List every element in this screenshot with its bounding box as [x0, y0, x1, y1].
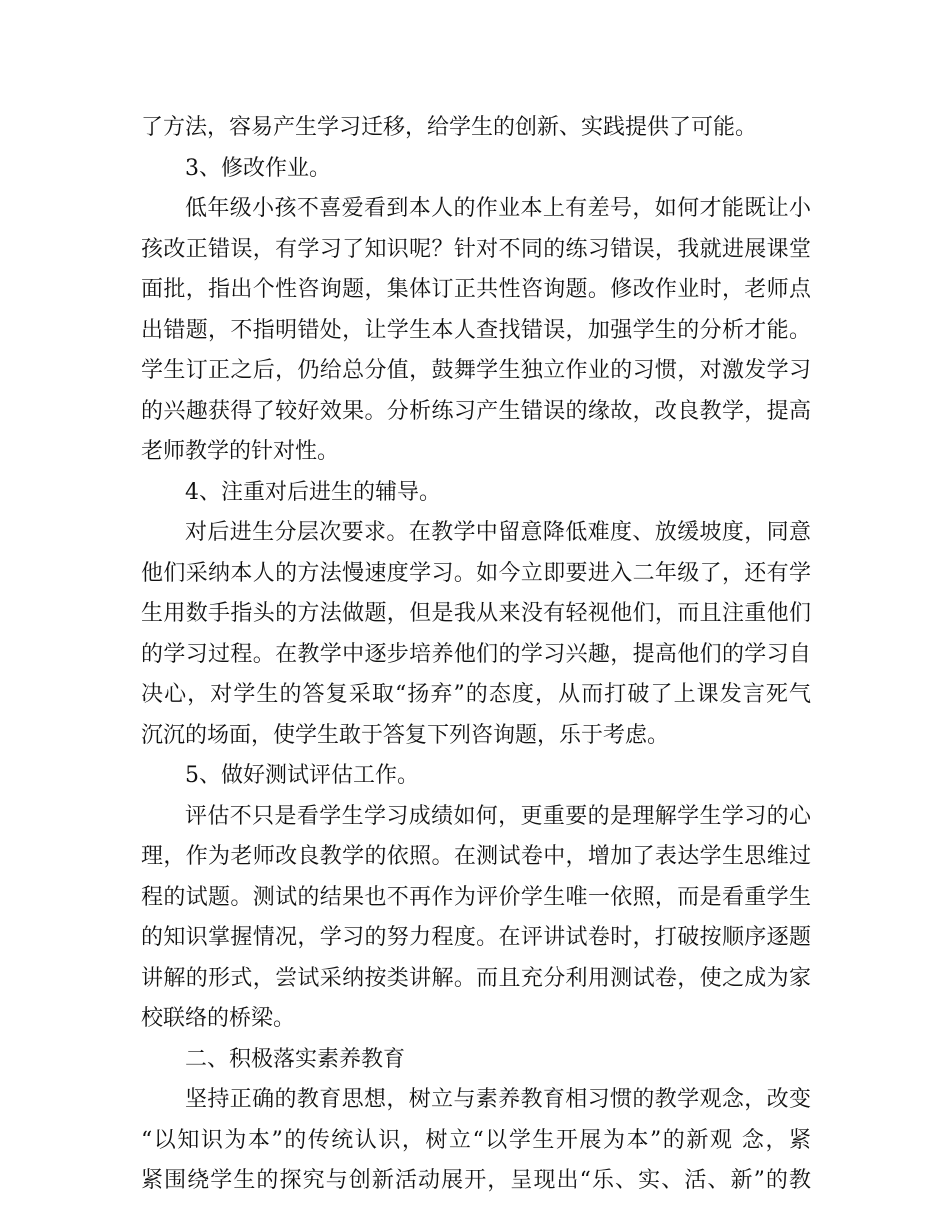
document-body-text [141, 108, 811, 1202]
text-line: “以知识为本”的传统认识，树立“以学生开展为本”的新观 念，紧 [141, 1127, 811, 1153]
text-line: 对后进生分层次要求。在教学中留意降低难度、放缓坡度，同意 [185, 520, 811, 545]
text-line: 他们采纳本人的方法慢速度学习。如今立即要进入二年级了，还有学 [141, 560, 811, 586]
text-line: 沉沉的场面，使学生敢于答复下列咨询题，乐于考虑。 [141, 722, 670, 748]
text-line: 紧围绕学生的探究与创新活动展开，呈现出“乐、实、活、新”的教 [141, 1168, 811, 1193]
text-line: 的知识掌握情况，学习的努力程度。在评讲试卷时，打破按顺序逐题 [141, 925, 811, 950]
text-line: 理，作为老师改良教学的依照。在测试卷中，增加了表达学生思维过 [141, 844, 811, 869]
text-line: 生用数手指头的方法做题，但是我从来没有轻视他们，而且注重他们 [141, 601, 811, 626]
text-line: 决心，对学生的答复采取“扬弃”的态度，从而打破了上课发言死气 [141, 682, 811, 707]
text-line: 的学习过程。在教学中逐步培养他们的学习兴趣，提高他们的学习自 [141, 641, 811, 667]
text-line: 孩改正错误，有学习了知识呢？针对不同的练习错误，我就进展课堂 [141, 236, 811, 262]
section-heading: 二、积极落实素养教育 [185, 1046, 406, 1072]
text-line: 老师教学的针对性。 [141, 439, 340, 464]
text-line: 程的试题。测试的结果也不再作为评价学生唯一依照，而是看重学生 [141, 884, 811, 910]
text-line: 低年级小孩不喜爱看到本人的作业本上有差号，如何才能既让小 [185, 196, 811, 221]
section-heading: 3、修改作业。 [185, 155, 331, 181]
text-line: 评估不只是看学生学习成绩如何，更重要的是理解学生学习的心 [185, 803, 811, 829]
text-line: 的兴趣获得了较好效果。分析练习产生错误的缘故，改良教学，提高 [141, 398, 811, 424]
section-heading: 5、做好测试评估工作。 [185, 763, 419, 788]
text-line: 出错题，不指明错处，让学生本人查找错误，加强学生的分析才能。 [141, 317, 811, 343]
text-line: 学生订正之后，仍给总分值，鼓舞学生独立作业的习惯，对激发学习 [141, 358, 811, 383]
text-line: 讲解的形式，尝试采纳按类讲解。而且充分利用测试卷，使之成为家 [141, 965, 811, 991]
text-line: 了方法，容易产生学习迁移，给学生的创新、实践提供了可能。 [141, 115, 758, 140]
section-heading: 4、注重对后进生的辅导。 [185, 479, 441, 505]
text-line: 面批，指出个性咨询题，集体订正共性咨询题。修改作业时，老师点 [141, 277, 811, 302]
text-line: 校联络的桥梁。 [141, 1006, 296, 1031]
text-line: 坚持正确的教育思想，树立与素养教育相习惯的教学观念，改变 [185, 1087, 811, 1112]
